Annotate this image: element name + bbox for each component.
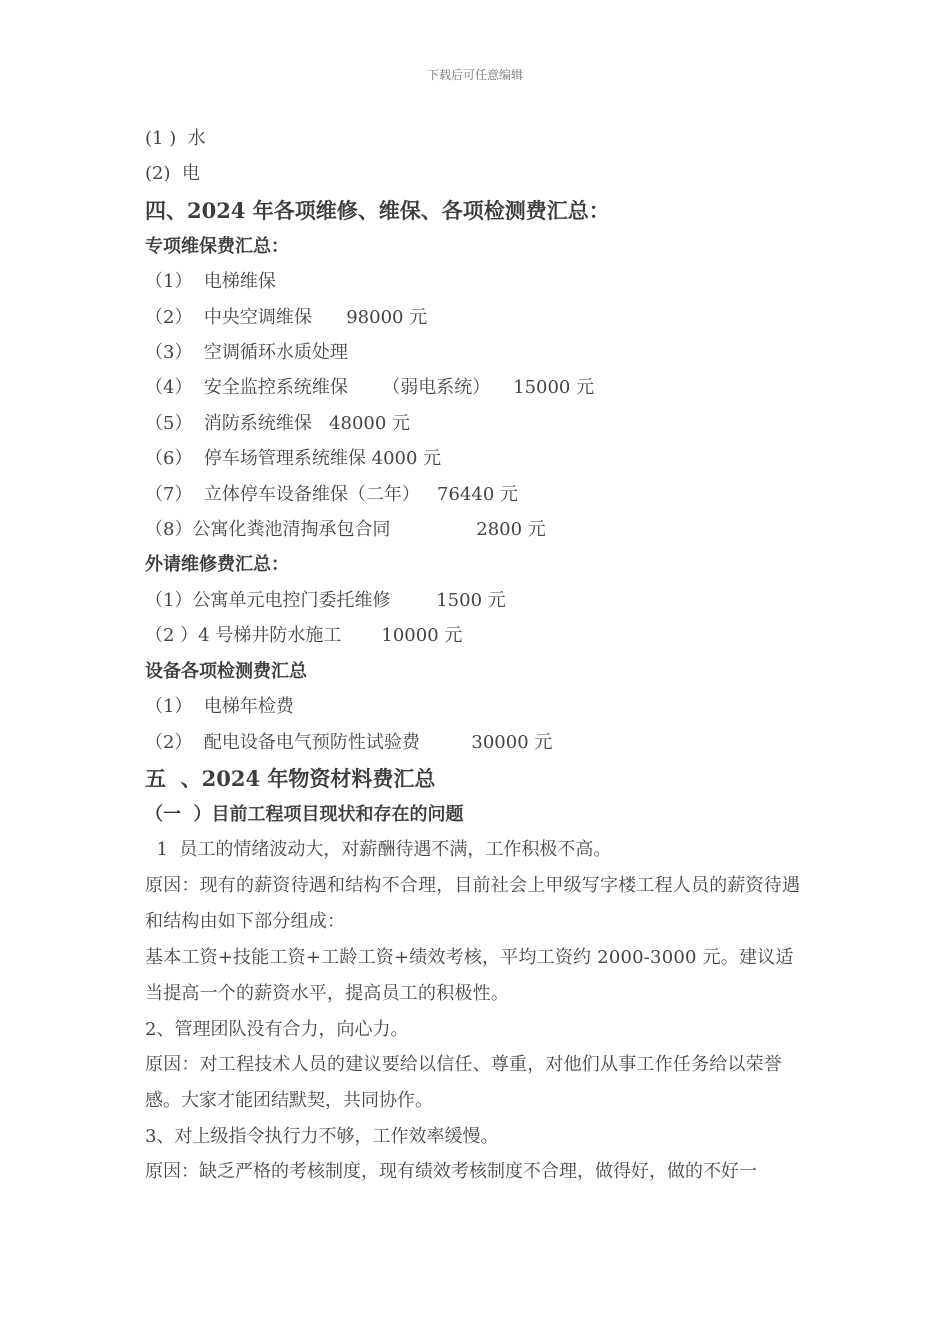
- list-item: （8）公寓化粪池清掏承包合同 2800 元: [145, 519, 546, 541]
- list-item: （6） 停车场管理系统维保 4000 元: [145, 448, 442, 470]
- section-heading-four: 四、2024 年各项维修、维保、各项检测费汇总：: [145, 197, 610, 223]
- list-item: （3） 空调循环水质处理: [145, 342, 348, 364]
- list-item: （2） 中央空调维保 98000 元: [145, 306, 428, 328]
- list-item: （5） 消防系统维保 48000 元: [145, 412, 411, 434]
- issue-item: 2、管理团队没有合力，向心力。: [145, 1018, 409, 1040]
- subheading-inspection: 设备各项检测费汇总: [145, 660, 307, 682]
- subheading-maintenance: 专项维保费汇总：: [145, 235, 289, 257]
- paragraph-continuation: 感。大家才能团结默契，共同协作。: [145, 1090, 433, 1112]
- issue-item: 3、对上级指令执行力不够，工作效率缓慢。: [145, 1125, 499, 1147]
- list-item: （4） 安全监控系统维保 （弱电系统） 15000 元: [145, 377, 595, 399]
- list-item: （2 ）4 号梯井防水施工 10000 元: [145, 625, 463, 647]
- paragraph: 原因：现有的薪资待遇和结构不合理，目前社会上甲级写字楼工程人员的薪资待遇和结构由如下部分组成：: [145, 874, 801, 932]
- list-item: （1）公寓单元电控门委托维修 1500 元: [145, 589, 506, 611]
- item-electricity: (2) 电: [145, 163, 200, 185]
- subheading-outsourced-repair: 外请维修费汇总：: [145, 554, 289, 576]
- subheading-issues: （一 ）目前工程项目现状和存在的问题: [145, 803, 464, 825]
- page-header-note: 下载后可任意编辑: [426, 68, 523, 82]
- section-heading-five: 五 、2024 年物资材料费汇总: [145, 765, 436, 791]
- list-item: （1） 电梯年检费: [145, 696, 294, 718]
- paragraph: 原因：缺乏严格的考核制度，现有绩效考核制度不合理，做得好，做的不好一: [145, 1160, 757, 1182]
- issue-item: 1 员工的情绪波动大，对薪酬待遇不满，工作积极不高。: [145, 839, 612, 861]
- list-item: （1） 电梯维保: [145, 271, 276, 293]
- list-item: （2） 配电设备电气预防性试验费 30000 元: [145, 731, 553, 753]
- document-body: [145, 121, 810, 1189]
- paragraph: 原因：对工程技术人员的建议要给以信任、尊重，对他们从事工作任务给以荣誉: [145, 1054, 782, 1076]
- paragraph: 基本工资+技能工资+工龄工资+绩效考核，平均工资约 2000-3000 元。建议适当提高一个的薪资水平，提高员工的积极性。: [145, 946, 794, 1004]
- item-water: (1 ) 水: [145, 128, 206, 149]
- list-item: （7） 立体停车设备维保（二年） 76440 元: [145, 483, 519, 505]
